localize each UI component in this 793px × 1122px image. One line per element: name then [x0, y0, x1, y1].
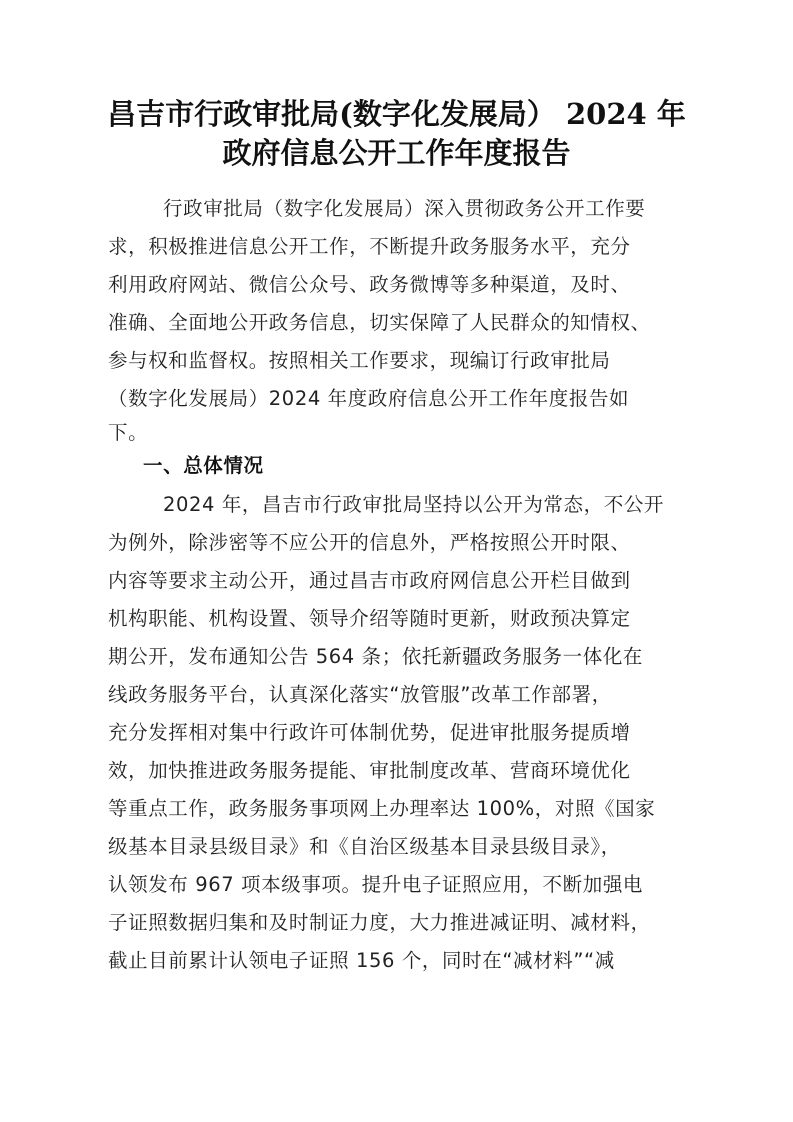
- overview-line-2: 为例外，除涉密等不应公开的信息外，严格按照公开时限、: [108, 531, 631, 554]
- overview-line-8: 效，加快推进政务服务提能、审批制度改革、营商环境优化: [108, 759, 631, 782]
- intro-line-1: 行政审批局（数字化发展局）深入贯彻政务公开工作要: [163, 197, 646, 220]
- overview-line-7: 充分发挥相对集中行政许可体制优势，促进审批服务提质增: [108, 721, 631, 744]
- report-title-line-2: 政府信息公开工作年度报告: [222, 136, 571, 170]
- overview-line-11: 认领发布 967 项本级事项。提升电子证照应用，不断加强电: [108, 873, 644, 896]
- overview-line-1: 2024 年，昌吉市行政审批局坚持以公开为常态，不公开: [163, 493, 665, 516]
- overview-line-9: 等重点工作，政务服务事项网上办理率达 100%，对照《国家: [108, 797, 656, 820]
- intro-line-3: 利用政府网站、微信公众号、政务微博等多种渠道，及时、: [108, 273, 631, 296]
- overview-line-3: 内容等要求主动公开，通过昌吉市政府网信息公开栏目做到: [108, 569, 631, 592]
- report-title-line-1: 昌吉市行政审批局(数字化发展局） 2024 年: [107, 97, 686, 131]
- intro-line-7: 下。: [108, 421, 149, 444]
- overview-line-5: 期公开，发布通知公告 564 条；依托新疆政务服务一体化在: [108, 645, 644, 668]
- intro-line-2: 求，积极推进信息公开工作，不断提升政务服务水平，充分: [108, 235, 631, 258]
- overview-line-6: 线政务服务平台，认真深化落实“放管服”改革工作部署，: [108, 683, 612, 706]
- intro-line-5: 参与权和监督权。按照相关工作要求，现编订行政审批局: [108, 349, 611, 372]
- overview-line-12: 子证照数据归集和及时制证力度，大力推进减证明、减材料，: [108, 911, 651, 934]
- overview-line-4: 机构职能、机构设置、领导介绍等随时更新，财政预决算定: [108, 607, 631, 630]
- section-heading-overview: 一、总体情况: [143, 454, 264, 477]
- intro-line-4: 准确、全面地公开政务信息，切实保障了人民群众的知情权、: [108, 311, 651, 334]
- intro-line-6: （数字化发展局）2024 年度政府信息公开工作年度报告如: [108, 387, 630, 410]
- overview-line-10: 级基本目录县级目录》和《自治区级基本目录县级目录》，: [108, 835, 621, 858]
- overview-line-13: 截止目前累计认领电子证照 156 个，同时在“减材料”“减: [108, 949, 615, 972]
